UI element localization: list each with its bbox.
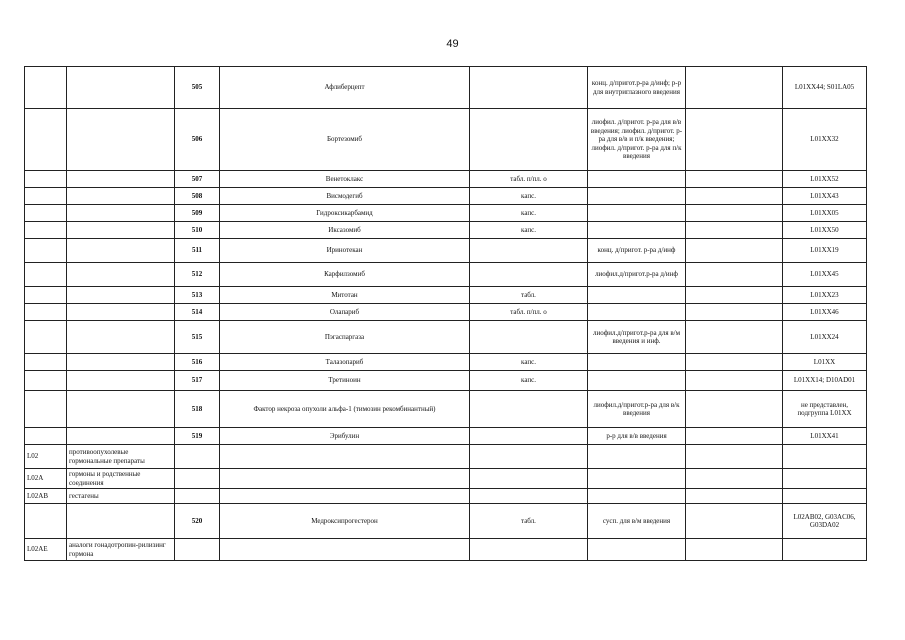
item-number-cell: 510 [175,222,220,239]
dosage-form-cell [470,539,588,561]
dosage-form-cell [470,321,588,354]
dosage-detail-cell [588,354,686,371]
dosage-detail-cell: сусп. для в/м введения [588,504,686,539]
group-code-cell [25,287,67,304]
group-name-cell: гормоны и родственные соединения [67,469,175,489]
dosage-detail-cell [588,304,686,321]
extra-cell [686,222,783,239]
dosage-form-cell: капс. [470,188,588,205]
atc-code-cell: L01XX52 [783,171,867,188]
item-number-cell [175,469,220,489]
table-row [25,188,867,205]
table-row [25,239,867,263]
drug-name-cell: Бортезомиб [220,109,470,171]
table-row [25,321,867,354]
item-number-cell [175,489,220,504]
group-name-cell: гестагены [67,489,175,504]
table-row [25,445,867,469]
group-name-cell [67,67,175,109]
group-code-cell [25,67,67,109]
group-name-cell [67,239,175,263]
atc-code-cell [783,469,867,489]
drug-name-cell: Митотан [220,287,470,304]
item-number-cell: 511 [175,239,220,263]
group-name-cell: противоопухолевые гормональные препараты [67,445,175,469]
table-row [25,391,867,428]
dosage-form-cell: капс. [470,205,588,222]
table-row [25,371,867,391]
dosage-detail-cell [588,171,686,188]
group-name-cell [67,205,175,222]
atc-code-cell: L01XX23 [783,287,867,304]
group-code-cell [25,504,67,539]
item-number-cell: 512 [175,263,220,287]
dosage-form-cell [470,445,588,469]
item-number-cell [175,539,220,561]
drug-name-cell [220,539,470,561]
group-name-cell [67,428,175,445]
table-row [25,354,867,371]
atc-code-cell: L02AB02, G03AC06, G03DA02 [783,504,867,539]
dosage-form-cell [470,67,588,109]
extra-cell [686,391,783,428]
table-row [25,539,867,561]
dosage-form-cell: табл. п/пл. о [470,304,588,321]
extra-cell [686,539,783,561]
extra-cell [686,287,783,304]
atc-code-cell: не представлен, подгруппа L01XX [783,391,867,428]
group-name-cell [67,188,175,205]
group-code-cell [25,205,67,222]
atc-code-cell: L01XX05 [783,205,867,222]
item-number-cell: 520 [175,504,220,539]
drug-name-cell: Эрибулин [220,428,470,445]
group-name-cell [67,504,175,539]
dosage-detail-cell: конц. д/пригот. р-ра д/инф [588,239,686,263]
group-name-cell [67,263,175,287]
drug-name-cell: Пэгаспаргаза [220,321,470,354]
group-name-cell [67,222,175,239]
dosage-detail-cell: конц. д/пригот.р-ра д/инф; р-р для внутриглазного введения [588,67,686,109]
group-code-cell [25,222,67,239]
drug-name-cell: Гидроксикарбамид [220,205,470,222]
atc-code-cell: L01XX43 [783,188,867,205]
atc-code-cell: L01XX [783,354,867,371]
dosage-detail-cell [588,188,686,205]
group-name-cell [67,171,175,188]
dosage-form-cell: табл. [470,287,588,304]
group-code-cell [25,239,67,263]
dosage-form-cell [470,109,588,171]
group-code-cell [25,391,67,428]
drug-name-cell: Иксазомиб [220,222,470,239]
drug-name-cell: Медроксипрогестерон [220,504,470,539]
group-code-cell [25,428,67,445]
drug-name-cell: Талазопариб [220,354,470,371]
drug-name-cell: Олапариб [220,304,470,321]
extra-cell [686,489,783,504]
item-number-cell: 517 [175,371,220,391]
atc-code-cell: L01XX24 [783,321,867,354]
item-number-cell: 516 [175,354,220,371]
drug-name-cell [220,469,470,489]
dosage-detail-cell [588,205,686,222]
extra-cell [686,445,783,469]
extra-cell [686,171,783,188]
table-row [25,109,867,171]
drug-name-cell: Висмодегиб [220,188,470,205]
item-number-cell: 519 [175,428,220,445]
group-name-cell [67,321,175,354]
dosage-detail-cell: лиофил.д/пригот.р-ра для в/к введения [588,391,686,428]
table-row [25,489,867,504]
atc-code-cell [783,445,867,469]
dosage-detail-cell [588,222,686,239]
extra-cell [686,504,783,539]
extra-cell [686,321,783,354]
atc-code-cell: L01XX32 [783,109,867,171]
group-name-cell [67,109,175,171]
dosage-detail-cell [588,371,686,391]
group-code-cell [25,371,67,391]
extra-cell [686,188,783,205]
group-code-cell: L02A [25,469,67,489]
item-number-cell: 513 [175,287,220,304]
table-row [25,428,867,445]
drug-table [24,66,867,561]
atc-code-cell: L01XX45 [783,263,867,287]
group-code-cell [25,304,67,321]
group-code-cell [25,109,67,171]
table-row [25,67,867,109]
extra-cell [686,109,783,171]
group-name-cell: аналоги гонадотропин-рилизинг гормона [67,539,175,561]
group-name-cell [67,371,175,391]
drug-name-cell: Афлиберцепт [220,67,470,109]
drug-name-cell [220,489,470,504]
extra-cell [686,371,783,391]
table-row [25,469,867,489]
extra-cell [686,469,783,489]
item-number-cell: 515 [175,321,220,354]
item-number-cell [175,445,220,469]
item-number-cell: 518 [175,391,220,428]
extra-cell [686,239,783,263]
group-name-cell [67,304,175,321]
extra-cell [686,304,783,321]
dosage-form-cell [470,391,588,428]
dosage-form-cell [470,239,588,263]
group-name-cell [67,391,175,428]
extra-cell [686,67,783,109]
extra-cell [686,205,783,222]
atc-code-cell: L01XX19 [783,239,867,263]
group-code-cell [25,321,67,354]
item-number-cell: 508 [175,188,220,205]
atc-code-cell [783,489,867,504]
dosage-form-cell: капс. [470,354,588,371]
dosage-form-cell: табл. п/пл. о [470,171,588,188]
drug-name-cell [220,445,470,469]
item-number-cell: 506 [175,109,220,171]
table-row [25,205,867,222]
group-code-cell: L02AE [25,539,67,561]
group-code-cell [25,171,67,188]
group-code-cell [25,354,67,371]
drug-name-cell: Карфилзомиб [220,263,470,287]
table-body [25,67,867,561]
atc-code-cell [783,539,867,561]
item-number-cell: 509 [175,205,220,222]
group-code-cell [25,188,67,205]
dosage-form-cell: капс. [470,371,588,391]
dosage-detail-cell [588,539,686,561]
group-code-cell: L02AB [25,489,67,504]
table-row [25,304,867,321]
group-name-cell [67,354,175,371]
atc-code-cell: L01XX44; S01LA05 [783,67,867,109]
atc-code-cell: L01XX41 [783,428,867,445]
extra-cell [686,428,783,445]
dosage-form-cell: капс. [470,222,588,239]
dosage-form-cell [470,469,588,489]
dosage-detail-cell [588,469,686,489]
drug-name-cell: Венетоклакс [220,171,470,188]
group-code-cell [25,263,67,287]
dosage-detail-cell: лиофил. д/пригот. р-ра для в/в введения; лиофил. д/пригот. р-ра для в/в и п/к введения; лиофил. д/пригот. р-ра для п/к введения [588,109,686,171]
group-code-cell: L02 [25,445,67,469]
table-row [25,263,867,287]
atc-code-cell: L01XX50 [783,222,867,239]
item-number-cell: 514 [175,304,220,321]
group-name-cell [67,287,175,304]
dosage-form-cell [470,428,588,445]
dosage-detail-cell: лиофил.д/пригот.р-ра д/инф [588,263,686,287]
table-row [25,171,867,188]
extra-cell [686,354,783,371]
item-number-cell: 507 [175,171,220,188]
dosage-form-cell: табл. [470,504,588,539]
drug-name-cell: Фактор некроза опухоли альфа-1 (тимозин рекомбинантный) [220,391,470,428]
drug-name-cell: Иринотекан [220,239,470,263]
dosage-detail-cell: лиофил.д/пригот.р-ра для в/м введения и инф. [588,321,686,354]
dosage-detail-cell [588,287,686,304]
dosage-form-cell [470,489,588,504]
item-number-cell: 505 [175,67,220,109]
table-row [25,222,867,239]
page-number: 49 [446,38,459,50]
drug-name-cell: Третиноин [220,371,470,391]
atc-code-cell: L01XX14; D10AD01 [783,371,867,391]
dosage-detail-cell [588,489,686,504]
dosage-detail-cell: р-р для в/в введения [588,428,686,445]
atc-code-cell: L01XX46 [783,304,867,321]
table-row [25,504,867,539]
table-row [25,287,867,304]
dosage-form-cell [470,263,588,287]
dosage-detail-cell [588,445,686,469]
extra-cell [686,263,783,287]
